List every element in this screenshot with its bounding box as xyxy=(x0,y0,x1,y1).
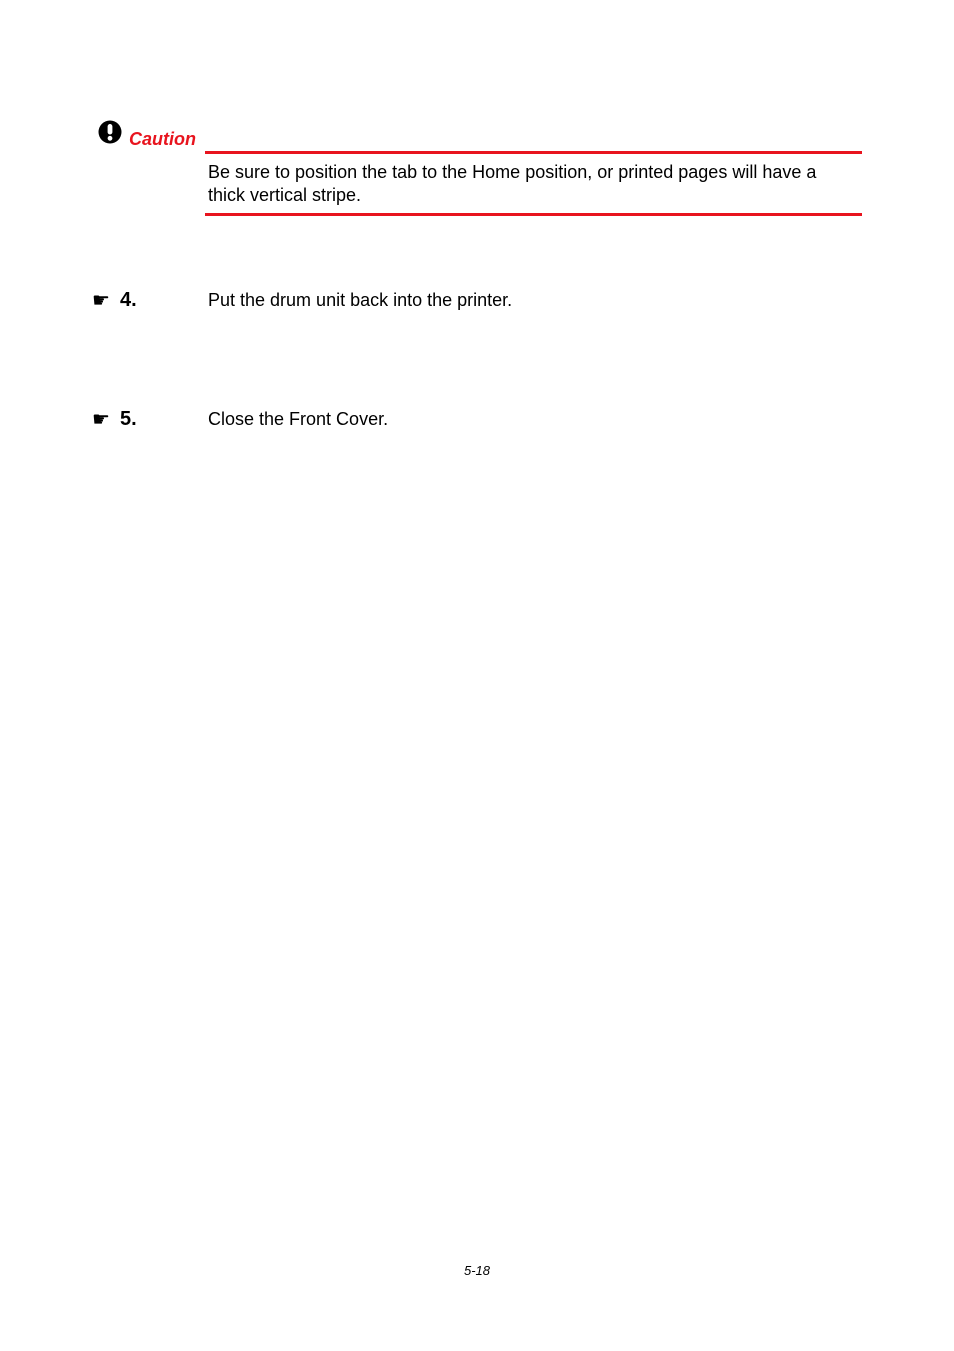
pointing-hand-icon: ☛ xyxy=(92,288,110,312)
step-text: Close the Front Cover. xyxy=(208,409,389,429)
caution-top-rule xyxy=(205,151,862,154)
step-number: 5. xyxy=(120,408,137,430)
exclamation-icon xyxy=(98,120,122,144)
step-5 xyxy=(92,406,862,432)
step-4 xyxy=(92,287,862,313)
caution-label: Caution xyxy=(129,129,196,149)
step-number: 4. xyxy=(120,289,137,311)
caution-text: Be sure to position the tab to the Home position, or printed pages will have a thick vertical stripe. xyxy=(208,162,817,205)
pointing-hand-icon: ☛ xyxy=(92,407,110,431)
step-text: Put the drum unit back into the printer. xyxy=(208,290,513,310)
page-number: 5-18 xyxy=(463,1263,491,1278)
caution-bottom-rule xyxy=(205,213,862,216)
